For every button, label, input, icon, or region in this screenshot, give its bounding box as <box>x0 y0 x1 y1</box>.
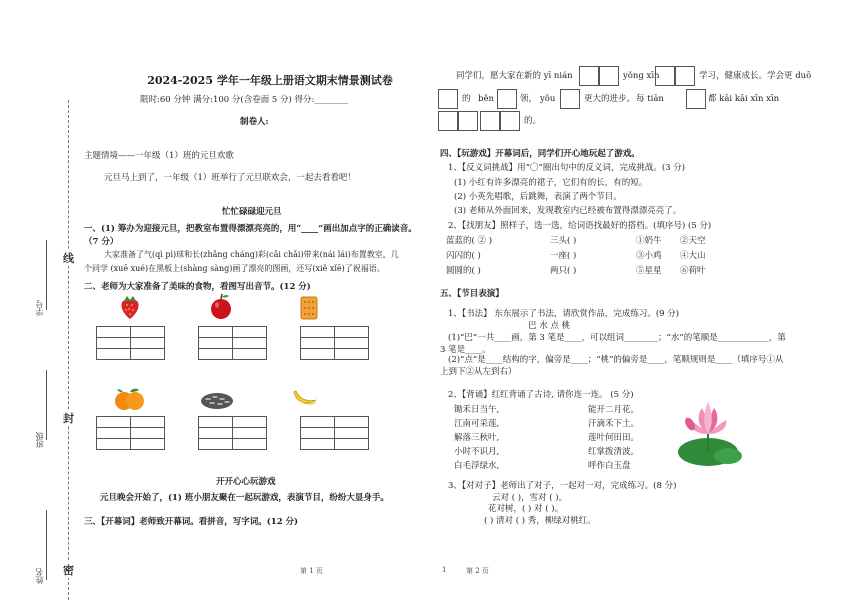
section2-text: 元旦晚会开始了，(1) 班小朋友聚在一起玩游戏，表演节目，纷纷大显身手。 <box>100 493 389 503</box>
match-r1-c2[interactable]: 三头( ) <box>550 236 577 246</box>
student-id-line <box>46 240 47 310</box>
match-r1-c1[interactable]: 蓝蓝的( ② ) <box>446 236 493 246</box>
write-box-nian[interactable] <box>599 66 619 86</box>
p2-text-e: 更大的进步。 <box>584 94 636 104</box>
write-box-xin-1[interactable] <box>480 111 500 131</box>
orange-icon <box>113 386 147 412</box>
match-r2-c2[interactable]: 一座( ) <box>550 251 577 261</box>
p2-text-a: 的 <box>462 94 471 104</box>
write-box-duo[interactable] <box>438 89 458 109</box>
apple-icon <box>208 293 234 320</box>
q5-1b: (2)“点”是____结构的字，偏旁是____；“桃”的偏旁是____，笔顺规则是____（填序号①从 <box>448 355 784 365</box>
match-r3-c2[interactable]: 两只( ) <box>550 266 577 276</box>
binding-line <box>68 100 69 600</box>
p2-text-g: 都 kāi kāi xīn xīn <box>708 94 780 104</box>
page-2-footer: 第 2 页 <box>466 567 489 575</box>
section1-title: 忙忙碌碌迎元旦 <box>222 207 282 217</box>
pair-line-2[interactable]: 花对树，( ) 对 ( )。 <box>488 504 564 514</box>
write-box-xin[interactable] <box>675 66 695 86</box>
seal-char-mi: 密 <box>63 564 74 577</box>
class-line <box>46 370 47 440</box>
q4-1c: (3) 老师从外面回来，发现教室内已经被布置得漂漂亮亮了。 <box>454 206 682 216</box>
q5-1a: (1)“巴”一共____画，第 3 笔是____，可以组词________；“水”的笔顺是____________，第 <box>448 333 786 343</box>
strawberry-icon <box>118 294 142 320</box>
match-r1-c3: ①奶牛 <box>636 236 662 246</box>
match-r2-c1[interactable]: 闪闪的( ) <box>446 251 481 261</box>
q5-1-chars: 巴 水 点 桃 <box>528 321 571 331</box>
q4-2: 2、【找朋友】照样子，选一选，给词语找最好的搭档。(填序号) (5 分) <box>448 221 712 231</box>
seal-char-xian: 线 <box>63 252 74 265</box>
p2-text-c: 领， <box>520 94 538 104</box>
p2-text-d: yǒu <box>540 94 556 104</box>
write-box-tian[interactable] <box>686 89 706 109</box>
write-box-xin-2[interactable] <box>500 111 520 131</box>
pinyin-grid-banana[interactable] <box>300 416 369 450</box>
banana-icon <box>292 388 318 408</box>
write-box-kai-1[interactable] <box>438 111 458 131</box>
pinyin-grid-biscuit[interactable] <box>300 326 369 360</box>
pair-line-1[interactable]: 云对 ( )，雪对 ( )。 <box>492 493 568 503</box>
q5-1a2: 3 笔是____。 <box>440 345 491 355</box>
match-r1-c4: ②天空 <box>680 236 706 246</box>
write-box-yi[interactable] <box>579 66 599 86</box>
poem-right-3[interactable]: 莲叶何田田。 <box>588 433 640 443</box>
p1-text-c: 学习，健康成长。学会更 duō <box>699 71 812 81</box>
q4-title: 四、【玩游戏】开幕词后，同学们开心地玩起了游戏。 <box>440 149 640 159</box>
exam-author: 制卷人: <box>240 117 269 127</box>
match-r2-c4: ④大山 <box>680 251 706 261</box>
pinyin-grid-seeds[interactable] <box>198 416 267 450</box>
match-r3-c3: ⑤星星 <box>636 266 662 276</box>
pinyin-grid-strawberry[interactable] <box>96 326 165 360</box>
biscuit-icon <box>300 296 318 320</box>
p3-text: 的。 <box>524 116 542 126</box>
q2-text: 二、老师为大家准备了美味的食物，看图写出音节。(12 分) <box>84 282 311 292</box>
sunflower-seeds-icon <box>200 388 234 410</box>
q5-1b2: 上到下②从左到右） <box>440 367 517 377</box>
seal-char-feng: 封 <box>63 412 74 425</box>
poem-left-5[interactable]: 白毛浮绿水, <box>454 461 500 471</box>
q5-title: 五、【节目表演】 <box>440 289 504 299</box>
pinyin-grid-orange[interactable] <box>96 416 165 450</box>
exam-meta: 限时:60 分钟 满分:100 分(含卷面 5 分) 得分:________ <box>140 95 349 105</box>
pair-line-3[interactable]: ( ) 清对 ( ) 秀，柳绿对桃红。 <box>484 516 596 526</box>
poem-left-1[interactable]: 锄禾日当午, <box>454 405 500 415</box>
page-1-footer: 第 1 页 <box>300 567 323 575</box>
q5-2: 2、【背诵】红红背诵了古诗, 请你连一连。 (5 分) <box>448 390 634 400</box>
exam-title: 2024-2025 学年一年级上册语文期末情景测试卷 <box>147 74 393 87</box>
class-label: 班级 <box>35 432 44 448</box>
match-r3-c1[interactable]: 圆圆的( ) <box>446 266 481 276</box>
write-box-kai-2[interactable] <box>458 111 478 131</box>
page-number-marker: 1 <box>442 566 447 574</box>
poem-right-5[interactable]: 呼作白玉盘 <box>588 461 631 471</box>
write-box-yong[interactable] <box>655 66 675 86</box>
lotus-icon <box>672 398 746 472</box>
q5-3: 3、【对对子】老师出了对子，一起对一对，完成练习。(8 分) <box>448 481 677 491</box>
q4-1a: (1) 小红有许多漂亮的裙子，它们有的长，有的短。 <box>454 178 648 188</box>
theme-text: 主题情境——一年级（1）班的元旦欢歌 <box>84 151 234 161</box>
poem-left-2[interactable]: 江南可采莲, <box>454 419 500 429</box>
poem-right-4[interactable]: 红掌拨清波。 <box>588 447 640 457</box>
section2-title: 开开心心玩游戏 <box>216 477 276 487</box>
intro-text: 元旦马上到了，一年级（1）班举行了元旦联欢会，一起去看看吧！ <box>104 173 356 183</box>
student-id-label: 学号 <box>35 300 44 316</box>
match-r2-c3: ③小鸡 <box>636 251 662 261</box>
write-box-you[interactable] <box>560 89 580 109</box>
name-label: 姓名 <box>35 568 44 584</box>
p2-text-b: běn <box>478 94 494 104</box>
q4-1: 1、【反义词挑战】用“〇”圈出句中的反义词，完成挑战。(3 分) <box>448 163 686 173</box>
poem-right-1[interactable]: 能开二月花。 <box>588 405 640 415</box>
q1-body-1: 大家准备了气(qì pì)球和长(zhǎng cháng)彩(cǎi chǎi)带来(nái lái)布置教室，几 <box>104 250 399 259</box>
match-r3-c4: ⑥荷叶 <box>680 266 706 276</box>
poem-left-3[interactable]: 解落三秋叶, <box>454 433 500 443</box>
name-line <box>46 510 47 580</box>
q3-text: 三、【开幕词】老师致开幕词。看拼音，写字词。(12 分) <box>84 517 299 527</box>
p1-text-a: 同学们，愿大家在新的 yī nián <box>456 71 573 81</box>
pinyin-grid-apple[interactable] <box>198 326 267 360</box>
p2-text-f: 每 tiān <box>636 94 664 104</box>
q5-1: 1、【书法】 东东展示了书法，请欣赏作品，完成练习。(9 分) <box>448 309 680 319</box>
q1-text: 一、(1) 筹办为迎接元旦，把教室布置得漂漂亮亮的，用“____”画出加点字的正确读音。（7 分） <box>84 224 417 247</box>
p1-text-b: yǒng xīn <box>623 71 660 81</box>
poem-right-2[interactable]: 汗滴禾下土。 <box>588 419 640 429</box>
q4-1b: (2) 小英先唱歌，后跳舞，表演了两个节目。 <box>454 192 622 202</box>
poem-left-4[interactable]: 小时不识月, <box>454 447 500 457</box>
q1-body-2: 个同学 (xuē xué)在黑板上(shàng sàng)画了漂亮的图画，还写(xiě xǐē)了祝福语。 <box>84 264 385 273</box>
write-box-ben[interactable] <box>497 89 517 109</box>
